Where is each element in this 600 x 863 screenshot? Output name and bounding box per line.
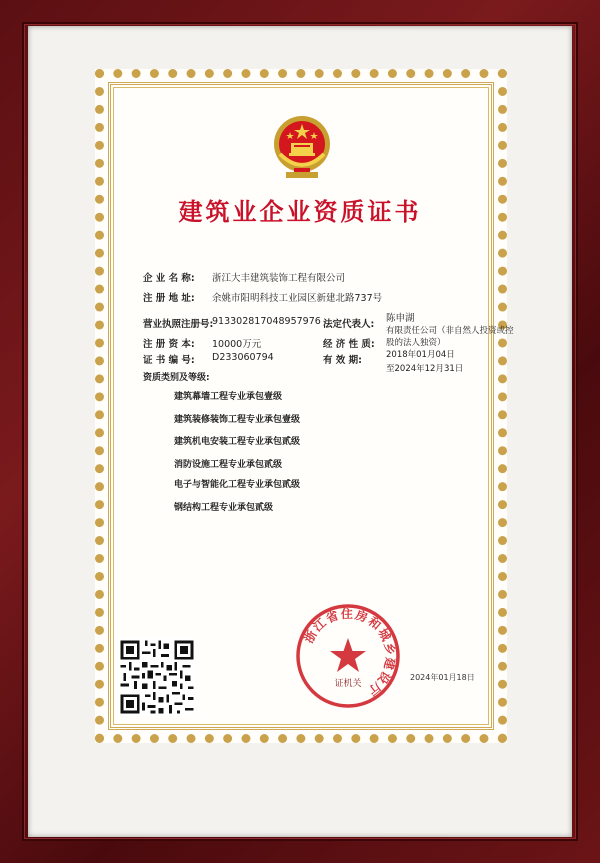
qualification-label: 资质类别及等级:	[143, 373, 210, 383]
qualification-item: 建筑机电安装工程专业承包贰级	[174, 437, 301, 447]
company-name-value: 浙江大丰建筑装饰工程有限公司	[212, 273, 346, 284]
validity-from: 2018年01月04日	[386, 350, 455, 360]
econ-nature-value-line2: 股的法人独资）	[386, 338, 446, 348]
seal-text: 浙江省住房和城乡建设厅	[301, 606, 398, 699]
validity-to: 至2024年12月31日	[386, 364, 464, 374]
cert-no-label: 证 书 编 号:	[143, 355, 195, 366]
address-value: 余姚市阳明科技工业园区新建北路737号	[212, 293, 383, 304]
address-label: 注 册 地 址:	[143, 293, 195, 304]
qualification-item: 电子与智能化工程专业承包贰级	[174, 480, 301, 490]
qualification-item: 建筑幕墙工程专业承包壹级	[174, 392, 283, 402]
license-label: 营业执照注册号:	[143, 319, 214, 330]
econ-nature-value-line1: 有限责任公司（非自然人投资或控	[386, 326, 514, 336]
official-seal	[294, 602, 402, 710]
qualification-item: 钢结构工程专业承包贰级	[174, 503, 274, 513]
qualification-item: 建筑装修装饰工程专业承包壹级	[174, 415, 301, 425]
certificate-title: 建筑业企业资质证书	[178, 197, 422, 226]
capital-label: 注 册 资 本:	[143, 339, 195, 350]
legal-rep-label: 法定代表人:	[323, 319, 375, 330]
validity-label: 有 效 期:	[323, 355, 362, 366]
qualification-item: 消防设施工程专业承包贰级	[174, 460, 283, 470]
issue-date: 2024年01月18日	[410, 673, 475, 682]
company-name-label: 企 业 名 称:	[143, 273, 195, 284]
cert-no-value: D233060794	[212, 352, 274, 363]
econ-nature-label: 经 济 性 质:	[323, 339, 375, 350]
national-emblem-icon	[272, 114, 332, 180]
license-value: 913302817048957976	[212, 316, 321, 327]
capital-value: 10000万元	[212, 339, 262, 350]
legal-rep-value: 陈申湖	[386, 313, 415, 324]
seal-center-text: 证机关	[334, 679, 362, 689]
qr-code[interactable]	[118, 638, 196, 716]
